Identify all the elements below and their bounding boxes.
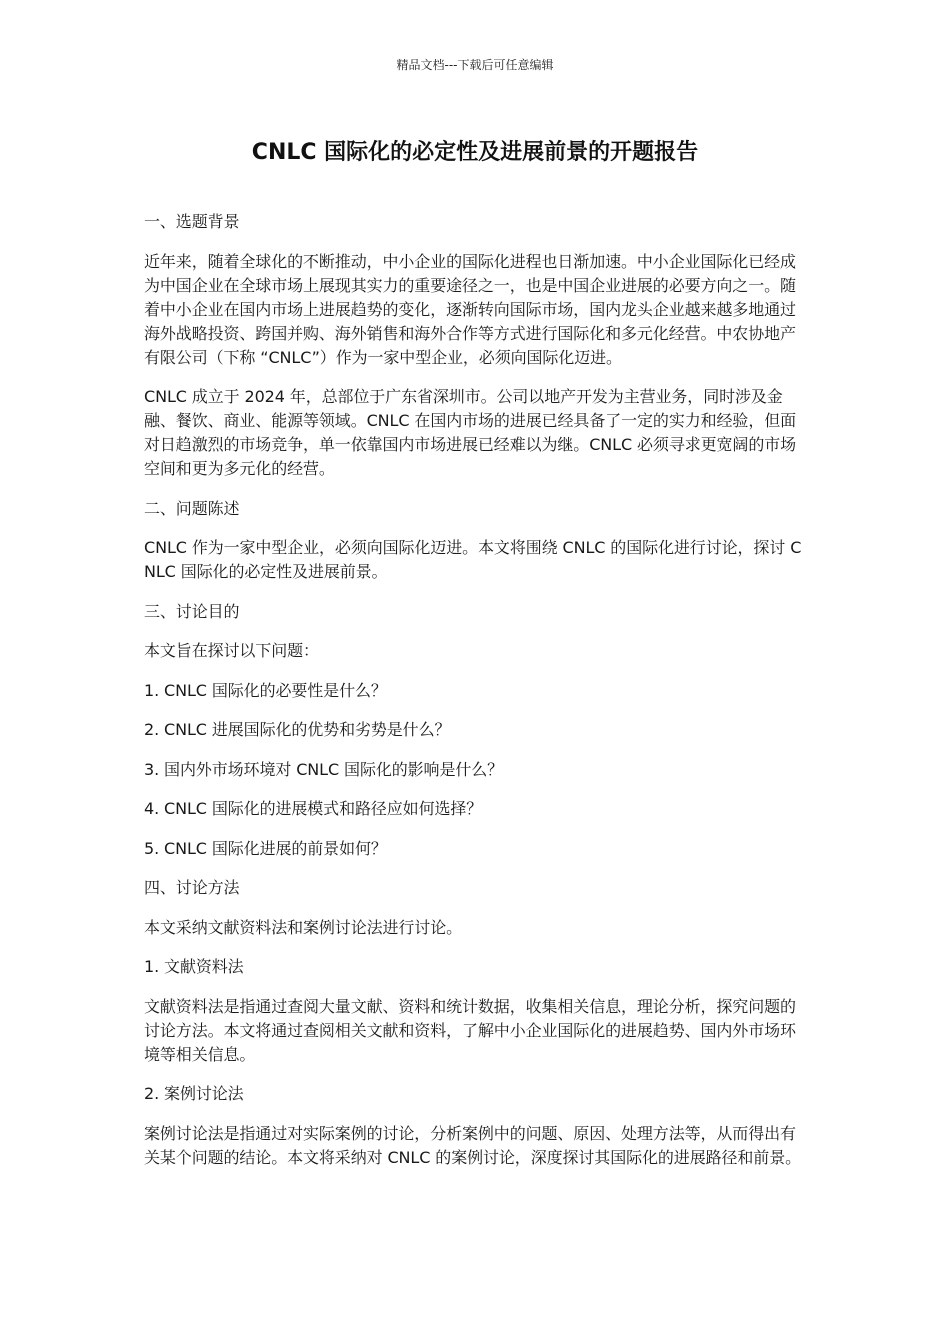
section-heading-method: 四、讨论方法 — [144, 878, 240, 897]
section-heading-background: 一、选题背景 — [144, 212, 240, 231]
list-item-question-4: 4. CNLC 国际化的进展模式和路径应如何选择？ — [144, 799, 483, 818]
paragraph-purpose-intro: 本文旨在探讨以下问题： — [144, 641, 319, 660]
list-item-question-2: 2. CNLC 进展国际化的优势和劣势是什么？ — [144, 720, 451, 739]
document-title: CNLC 国际化的必定性及进展前景的开题报告 — [251, 140, 699, 165]
paragraph-company-profile: CNLC 成立于 2024 年，总部位于广东省深圳市。公司以地产开发为主营业务，同时涉及金融、餐饮、商业、能源等领域。CNLC 在国内市场的进展已经具备了一定的实力和经验，但面对日趋激烈的市场竞争，单一依靠国内市场进展已经难以为继。CNLC 必须寻求更宽阔的市场空间和更为多元化的经营。 — [144, 387, 797, 478]
subheading-literature-method: 1. 文献资料法 — [144, 957, 244, 976]
paragraph-case-method: 案例讨论法是指通过对实际案例的讨论，分析案例中的问题、原因、处理方法等，从而得出有关某个问题的结论。本文将采纳对 CNLC 的案例讨论，深度探讨其国际化的进展路径和前景。 — [144, 1123, 801, 1167]
paragraph-literature-method: 文献资料法是指通过查阅大量文献、资料和统计数据，收集相关信息，理论分析，探究问题的讨论方法。本文将通过查阅相关文献和资料，了解中小企业国际化的进展趋势、国内外市场环境等相关信息。 — [144, 996, 796, 1064]
paragraph-background-intro: 近年来，随着全球化的不断推动，中小企业的国际化进程也日渐加速。中小企业国际化已经成为中国企业在全球市场上展现其实力的重要途径之一，也是中国企业进展的必要方向之一。随着中小企业在国内市场上进展趋势的变化，逐渐转向国际市场，国内龙头企业越来越多地通过海外战略投资、跨国并购、海外销售和海外合作等方式进行国际化和多元化经营。中农协地产有限公司（下称 “CNLC”）作为一家中型企业，必须向国际化迈进。 — [144, 251, 796, 367]
paragraph-method-intro: 本文采纳文献资料法和案例讨论法进行讨论。 — [144, 917, 463, 937]
list-item-question-3: 3. 国内外市场环境对 CNLC 国际化的影响是什么？ — [144, 759, 504, 779]
section-heading-problem: 二、问题陈述 — [144, 498, 240, 518]
list-item-question-5: 5. CNLC 国际化进展的前景如何？ — [144, 838, 387, 858]
document-body — [144, 210, 808, 1185]
subheading-case-method: 2. 案例讨论法 — [144, 1084, 244, 1103]
section-heading-purpose: 三、讨论目的 — [144, 601, 240, 621]
page-header: 精品文档---下载后可任意编辑 — [396, 58, 554, 72]
list-item-question-1: 1. CNLC 国际化的必要性是什么？ — [144, 680, 387, 700]
paragraph-problem-statement: CNLC 作为一家中型企业，必须向国际化迈进。本文将围绕 CNLC 的国际化进行讨论，探讨 CNLC 国际化的必定性及进展前景。 — [144, 538, 802, 581]
